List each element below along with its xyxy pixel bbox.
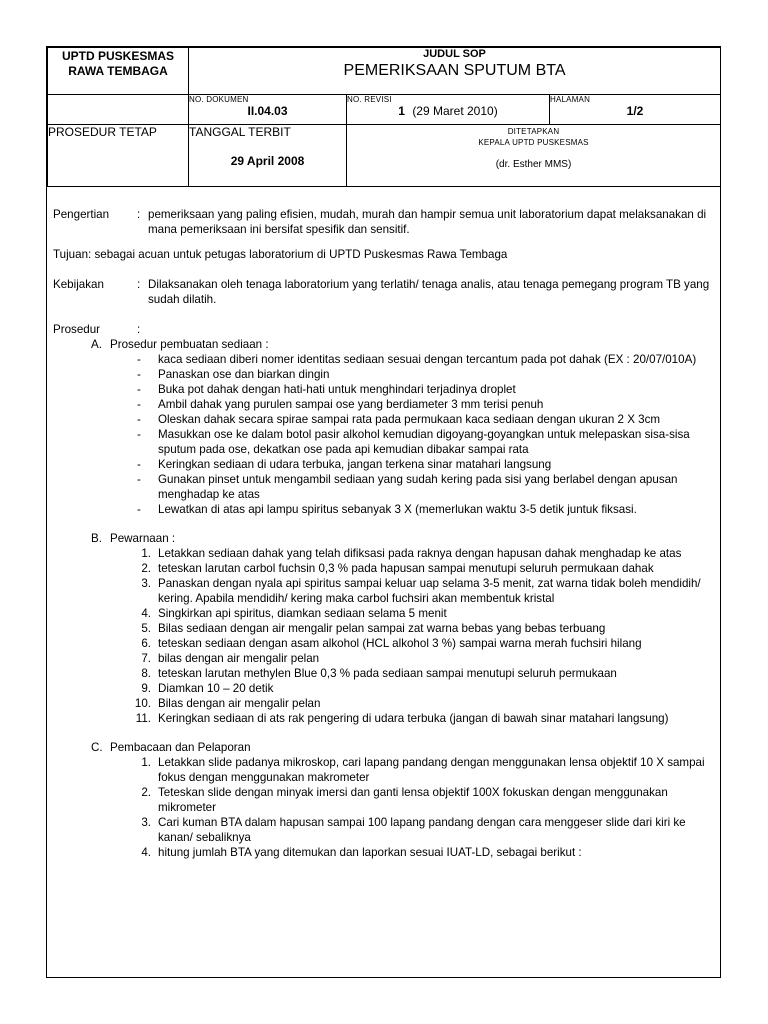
list-item-text: Keringkan sediaan di udara terbuka, jangan terkena sinar matahari langsung <box>158 458 552 471</box>
list-item <box>53 502 717 517</box>
list-item <box>53 606 717 621</box>
list-number: 2. <box>141 562 151 575</box>
halaman-cell <box>550 95 721 125</box>
no-revisi-number: 1 <box>398 104 405 118</box>
judul-label: JUDUL SOP <box>423 48 486 60</box>
list-marker: - <box>137 458 141 471</box>
list-item-text: Bilas dengan air mengalir pelan <box>158 697 321 710</box>
section-b-letter: B. <box>91 532 102 545</box>
signer-name: (dr. Esther MMS) <box>495 159 572 170</box>
list-number: 10. <box>134 697 151 710</box>
prosedur-colon: : <box>137 323 141 336</box>
ditetapkan-cell <box>347 125 721 187</box>
section-b-list <box>53 546 717 726</box>
tanggal-cell <box>189 125 347 187</box>
halaman-value: 1/2 <box>626 104 644 118</box>
pengertian-label: Pengertian <box>53 208 110 221</box>
list-item-text: teteskan larutan carbol fuchsin 0,3 % pada hapusan sampai menutupi seluruh permukaan dahak <box>158 562 654 575</box>
section-b-heading <box>91 531 717 546</box>
list-item-text: Panaskan dengan nyala api spiritus sampai keluar uap selama 3-5 menit, zat warna tidak boleh mendidih/ kering. Apabila mendidih/ kering maka carbol fuchsiri akan membentuk kristal <box>158 577 701 605</box>
list-item-text: Gunakan pinset untuk mengambil sediaan yang sudah kering pada sisi yang berlabel dengan apusan menghadap ke atas <box>158 473 678 501</box>
sop-header-table <box>47 47 721 187</box>
pengertian-row <box>53 207 717 237</box>
list-number: 1. <box>141 756 151 769</box>
list-item-text: Oleskan dahak secara spirae sampai rata pada permukaan kaca sediaan dengan ukuran 2 X 3cm <box>158 413 661 426</box>
list-number: 9. <box>141 682 151 695</box>
kepala-label: KEPALA UPTD PUSKESMAS <box>478 138 589 147</box>
org-line1: UPTD PUSKESMAS <box>61 49 174 63</box>
list-item <box>53 576 717 606</box>
tujuan-text: Tujuan: sebagai acuan untuk petugas laboratorium di UPTD Puskesmas Rawa Tembaga <box>53 248 508 261</box>
list-item-text: Keringkan sediaan di ats rak pengering di udara terbuka (jangan di bawah sinar matahari langsung) <box>158 712 669 725</box>
document-frame <box>46 46 721 978</box>
list-number: 3. <box>141 577 151 590</box>
list-marker: - <box>137 353 141 366</box>
list-item-text: Buka pot dahak dengan hati-hati untuk menghindari terjadinya droplet <box>158 383 516 396</box>
list-item <box>53 412 717 427</box>
org-blank-cell <box>48 95 189 125</box>
no-revisi-label: NO. REVISI <box>347 95 392 104</box>
judul-cell <box>189 48 721 95</box>
list-item-text: Lewatkan di atas api lampu spiritus sebanyak 3 X (memerlukan waktu 3-5 detik juntuk fiksasi. <box>158 503 637 516</box>
list-number: 1. <box>141 547 151 560</box>
section-a-heading <box>91 337 717 352</box>
prosedur-label: Prosedur <box>53 323 101 336</box>
list-number: 6. <box>141 637 151 650</box>
tanggal-label: TANGGAL TERBIT <box>189 125 291 139</box>
section-c-letter: C. <box>91 741 103 754</box>
no-dokumen-cell <box>189 95 347 125</box>
list-item <box>53 561 717 576</box>
list-item-text: bilas dengan air mengalir pelan <box>158 652 320 665</box>
list-item-text: Diamkan 10 – 20 detik <box>158 682 274 695</box>
list-item <box>53 666 717 681</box>
kebijakan-colon: : <box>137 278 141 291</box>
no-revisi-cell <box>347 95 550 125</box>
list-number: 4. <box>141 846 151 859</box>
list-item <box>53 457 717 472</box>
list-marker: - <box>137 413 141 426</box>
kebijakan-label: Kebijakan <box>53 278 104 291</box>
prosedur-row <box>53 322 717 337</box>
list-marker: - <box>137 503 141 516</box>
list-number: 2. <box>141 786 151 799</box>
list-item <box>53 696 717 711</box>
org-cell <box>48 48 189 95</box>
list-item <box>53 621 717 636</box>
list-item-text: Bilas sediaan dengan air mengalir pelan sampai zat warna bebas yang bebas terbuang <box>158 622 606 635</box>
list-item <box>53 546 717 561</box>
list-item <box>53 636 717 651</box>
halaman-label: HALAMAN <box>550 95 591 104</box>
list-item <box>53 352 717 367</box>
list-marker: - <box>137 398 141 411</box>
ditetapkan-label: DITETAPKAN <box>507 127 560 136</box>
section-c-heading <box>91 740 717 755</box>
no-dokumen-value: II.04.03 <box>247 104 288 118</box>
list-item <box>53 367 717 382</box>
list-number: 5. <box>141 622 151 635</box>
list-item-text: kaca sediaan diberi nomer identitas sediaan sesuai dengan tercantum pada pot dahak (EX : 20/07/010A) <box>158 353 697 366</box>
list-number: 4. <box>141 607 151 620</box>
list-item <box>53 472 717 502</box>
list-item <box>53 755 717 785</box>
list-item-text: teteskan larutan methylen Blue 0,3 % pada sediaan sampai menutupi seluruh permukaan <box>158 667 617 680</box>
kebijakan-row <box>53 277 717 307</box>
list-number: 11. <box>135 712 151 725</box>
sop-body <box>53 207 717 860</box>
no-dokumen-label: NO. DOKUMEN <box>189 95 249 104</box>
list-item <box>53 382 717 397</box>
list-item-text: Cari kuman BTA dalam hapusan sampai 100 lapang pandang dengan cara menggeser slide dari kiri ke kanan/ sebaliknya <box>158 816 686 844</box>
list-marker: - <box>137 473 141 486</box>
org-line2: RAWA TEMBAGA <box>68 64 168 78</box>
section-c-title: Pembacaan dan Pelaporan <box>110 741 251 754</box>
list-item-text: Teteskan slide dengan minyak imersi dan ganti lensa objektif 100X fokuskan dengan menggunakan mikrometer <box>158 786 668 814</box>
list-item <box>53 845 717 860</box>
kebijakan-text: Dilaksanakan oleh tenaga laboratorium yang terlatih/ tenaga analis, atau tenaga pemegang program TB yang sudah dilatih. <box>148 278 710 306</box>
list-item <box>53 711 717 726</box>
tanggal-value: 29 April 2008 <box>230 154 305 168</box>
list-item <box>53 427 717 457</box>
section-c-list <box>53 755 717 860</box>
list-item-text: Letakkan slide padanya mikroskop, cari lapang pandang dengan menggunakan lensa objektif 10 X sampai fokus dengan menggunakan makrometer <box>158 756 705 784</box>
list-marker: - <box>137 383 141 396</box>
list-item <box>53 397 717 412</box>
judul-title: PEMERIKSAAN SPUTUM BTA <box>343 62 566 79</box>
list-item-text: Ambil dahak yang purulen sampai ose yang berdiameter 3 mm terisi penuh <box>158 398 544 411</box>
list-number: 7. <box>141 652 151 665</box>
list-item <box>53 815 717 845</box>
list-number: 3. <box>141 816 151 829</box>
no-revisi-date: (29 Maret 2010) <box>412 104 498 118</box>
list-item-text: Singkirkan api spiritus, diamkan sediaan selama 5 menit <box>158 607 447 620</box>
list-marker: - <box>137 368 141 381</box>
list-item <box>53 785 717 815</box>
list-item-text: teteskan sediaan dengan asam alkohol (HCL alkohol 3 %) sampai warna merah fuchsiri hilang <box>158 637 642 650</box>
list-item <box>53 651 717 666</box>
list-number: 8. <box>141 667 151 680</box>
list-item-text: Masukkan ose ke dalam botol pasir alkohol kemudian digoyang-goyangkan untuk melepaskan sisa-sisa sputum pada ose, dekatkan ose pada api kemudian dibakar sampai rata <box>158 428 690 456</box>
pengertian-text: pemeriksaan yang paling efisien, mudah, murah dan hampir semua unit laboratorium dapat melaksanakan di mana pemeriksaan ini bersifat spesifik dan sensitif. <box>148 208 707 236</box>
section-b-title: Pewarnaan : <box>110 532 176 545</box>
prosedur-tetap: PROSEDUR TETAP <box>48 125 157 139</box>
list-item-text: Panaskan ose dan biarkan dingin <box>158 368 330 381</box>
list-item <box>53 681 717 696</box>
section-a-list <box>53 352 717 517</box>
section-a-letter: A. <box>91 338 102 351</box>
list-item-text: hitung jumlah BTA yang ditemukan dan laporkan sesuai IUAT-LD, sebagai berikut : <box>158 846 582 859</box>
pengertian-colon: : <box>137 208 141 221</box>
prosedur-tetap-cell <box>48 125 189 187</box>
section-a-title: Prosedur pembuatan sediaan : <box>110 338 269 351</box>
list-marker: - <box>137 428 141 441</box>
list-item-text: Letakkan sediaan dahak yang telah difiksasi pada raknya dengan hapusan dahak menghadap ke atas <box>158 547 682 560</box>
